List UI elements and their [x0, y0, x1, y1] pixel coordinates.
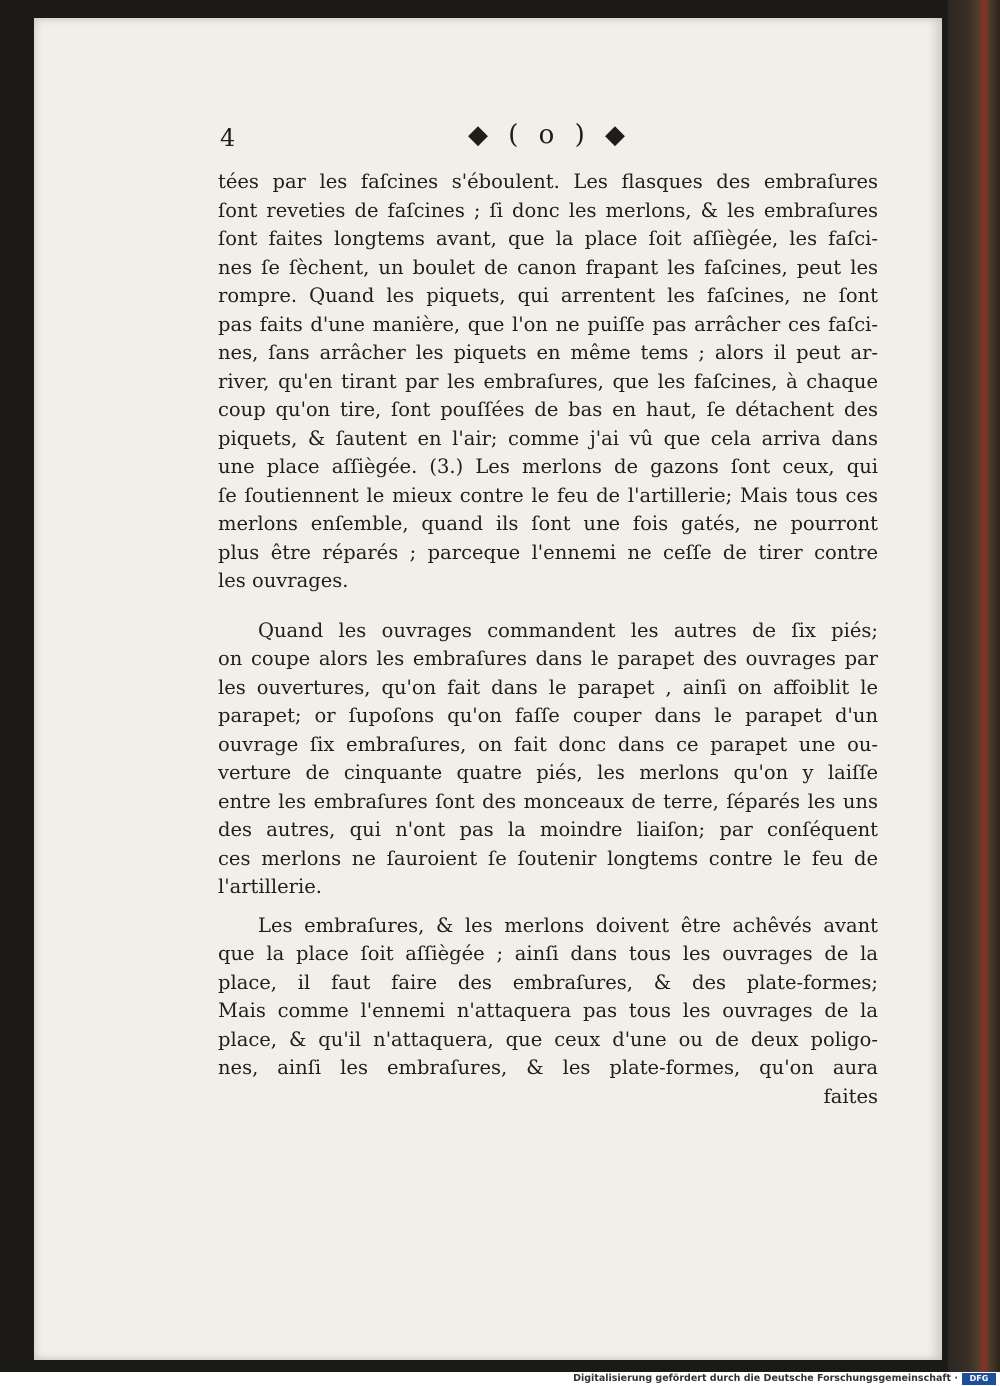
text-line: pas faits d'une manière, que l'on ne puiſſe pas arrâcher ces faſci- [218, 312, 878, 336]
text-line: merlons enſemble, quand ils ſont une fois gatés, ne pourront [218, 512, 878, 535]
text-line: ces merlons ne ſauroient ſe ſoutenir longtems contre le feu de [218, 846, 878, 870]
text-line: que la place ſoit aſſiègée ; ainſi dans tous les ouvrages de la [218, 942, 878, 965]
text-line: coup qu'on tire, ſont pouſſées de bas en haut, ſe détachent des [218, 398, 878, 421]
funding-credit: Digitalisierung gefördert durch die Deutsche Forschungsgemeinschaft · [573, 1373, 958, 1384]
text-line: Quand les ouvrages commandent les autres de ſix piés; [258, 618, 878, 642]
text-line: des autres, qui n'ont pas la moindre liaiſon; par conſéquent [218, 818, 878, 841]
text-line: river, qu'en tirant par les embraſures, que les faſcines, à chaque [218, 369, 878, 393]
catchword: faites [823, 1084, 878, 1108]
paragraph-3 [218, 912, 878, 1083]
text-line: place, il faut faire des embraſures, & des plate-formes; [218, 970, 878, 994]
running-head [218, 120, 880, 160]
text-line: piquets, & ſautent en l'air; comme j'ai vû que cela arriva dans [218, 426, 878, 450]
page-number: 4 [220, 124, 236, 152]
text-line: Mais comme l'ennemi n'attaquera pas tous les ouvrages de la [218, 999, 878, 1022]
text-line: nes, ainſi les embraſures, & les plate-formes, qu'on aura [218, 1056, 878, 1079]
text-line: l'artillerie. [218, 875, 322, 898]
text-line: ſont reveties de faſcines ; ſi donc les merlons, & les embraſures [218, 198, 878, 222]
book-spine-strip [980, 0, 988, 1372]
text-line: Les embraſures, & les merlons doivent être achêvés avant [258, 913, 878, 937]
text-line: les ouvrages. [218, 569, 349, 592]
text-line: plus être réparés ; parceque l'ennemi ne ceſſe de tirer contre [218, 540, 878, 564]
text-line: ouvrage ſix embraſures, on fait donc dans ce parapet une ou- [218, 732, 878, 756]
text-line: les ouvertures, qu'on fait dans le parapet , ainſi on affoiblit le [218, 675, 878, 699]
text-line: nes ſe ſèchent, un boulet de canon frapant les faſcines, peut les [218, 255, 878, 279]
text-line: entre les embraſures ſont des monceaux de terre, ſéparés les uns [218, 789, 878, 813]
text-line: une place aſſiègée. (3.) Les merlons de gazons ſont ceux, qui [218, 455, 878, 478]
text-line: verture de cinquante quatre piés, les merlons qu'on y laiſſe [218, 761, 878, 784]
header-ornament: ◆ ( o ) ◆ [468, 120, 631, 150]
text-line: rompre. Quand les piquets, qui arrentent les faſcines, ne ſont [218, 284, 878, 307]
book-edge [948, 0, 1000, 1372]
body-text [218, 168, 878, 1111]
text-line: ſont faites longtems avant, que la place ſoit aſſiègée, les faſci- [218, 227, 878, 250]
text-line: place, & qu'il n'attaquera, que ceux d'une ou de deux poligo- [218, 1027, 878, 1051]
text-line: tées par les faſcines s'éboulent. Les flasques des embraſures [218, 170, 878, 193]
text-line: parapet; or ſupoſons qu'on faſſe couper dans le parapet d'un [218, 704, 878, 727]
dfg-logo: DFG [962, 1373, 996, 1385]
text-line: nes, ſans arrâcher les piquets en même tems ; alors il peut ar- [218, 341, 878, 364]
paragraph-2 [218, 617, 878, 902]
text-line: ſe ſoutiennent le mieux contre le feu de l'artillerie; Mais tous ces [218, 483, 878, 507]
text-line: on coupe alors les embraſures dans le parapet des ouvrages par [218, 647, 878, 670]
paragraph-1 [218, 168, 878, 596]
